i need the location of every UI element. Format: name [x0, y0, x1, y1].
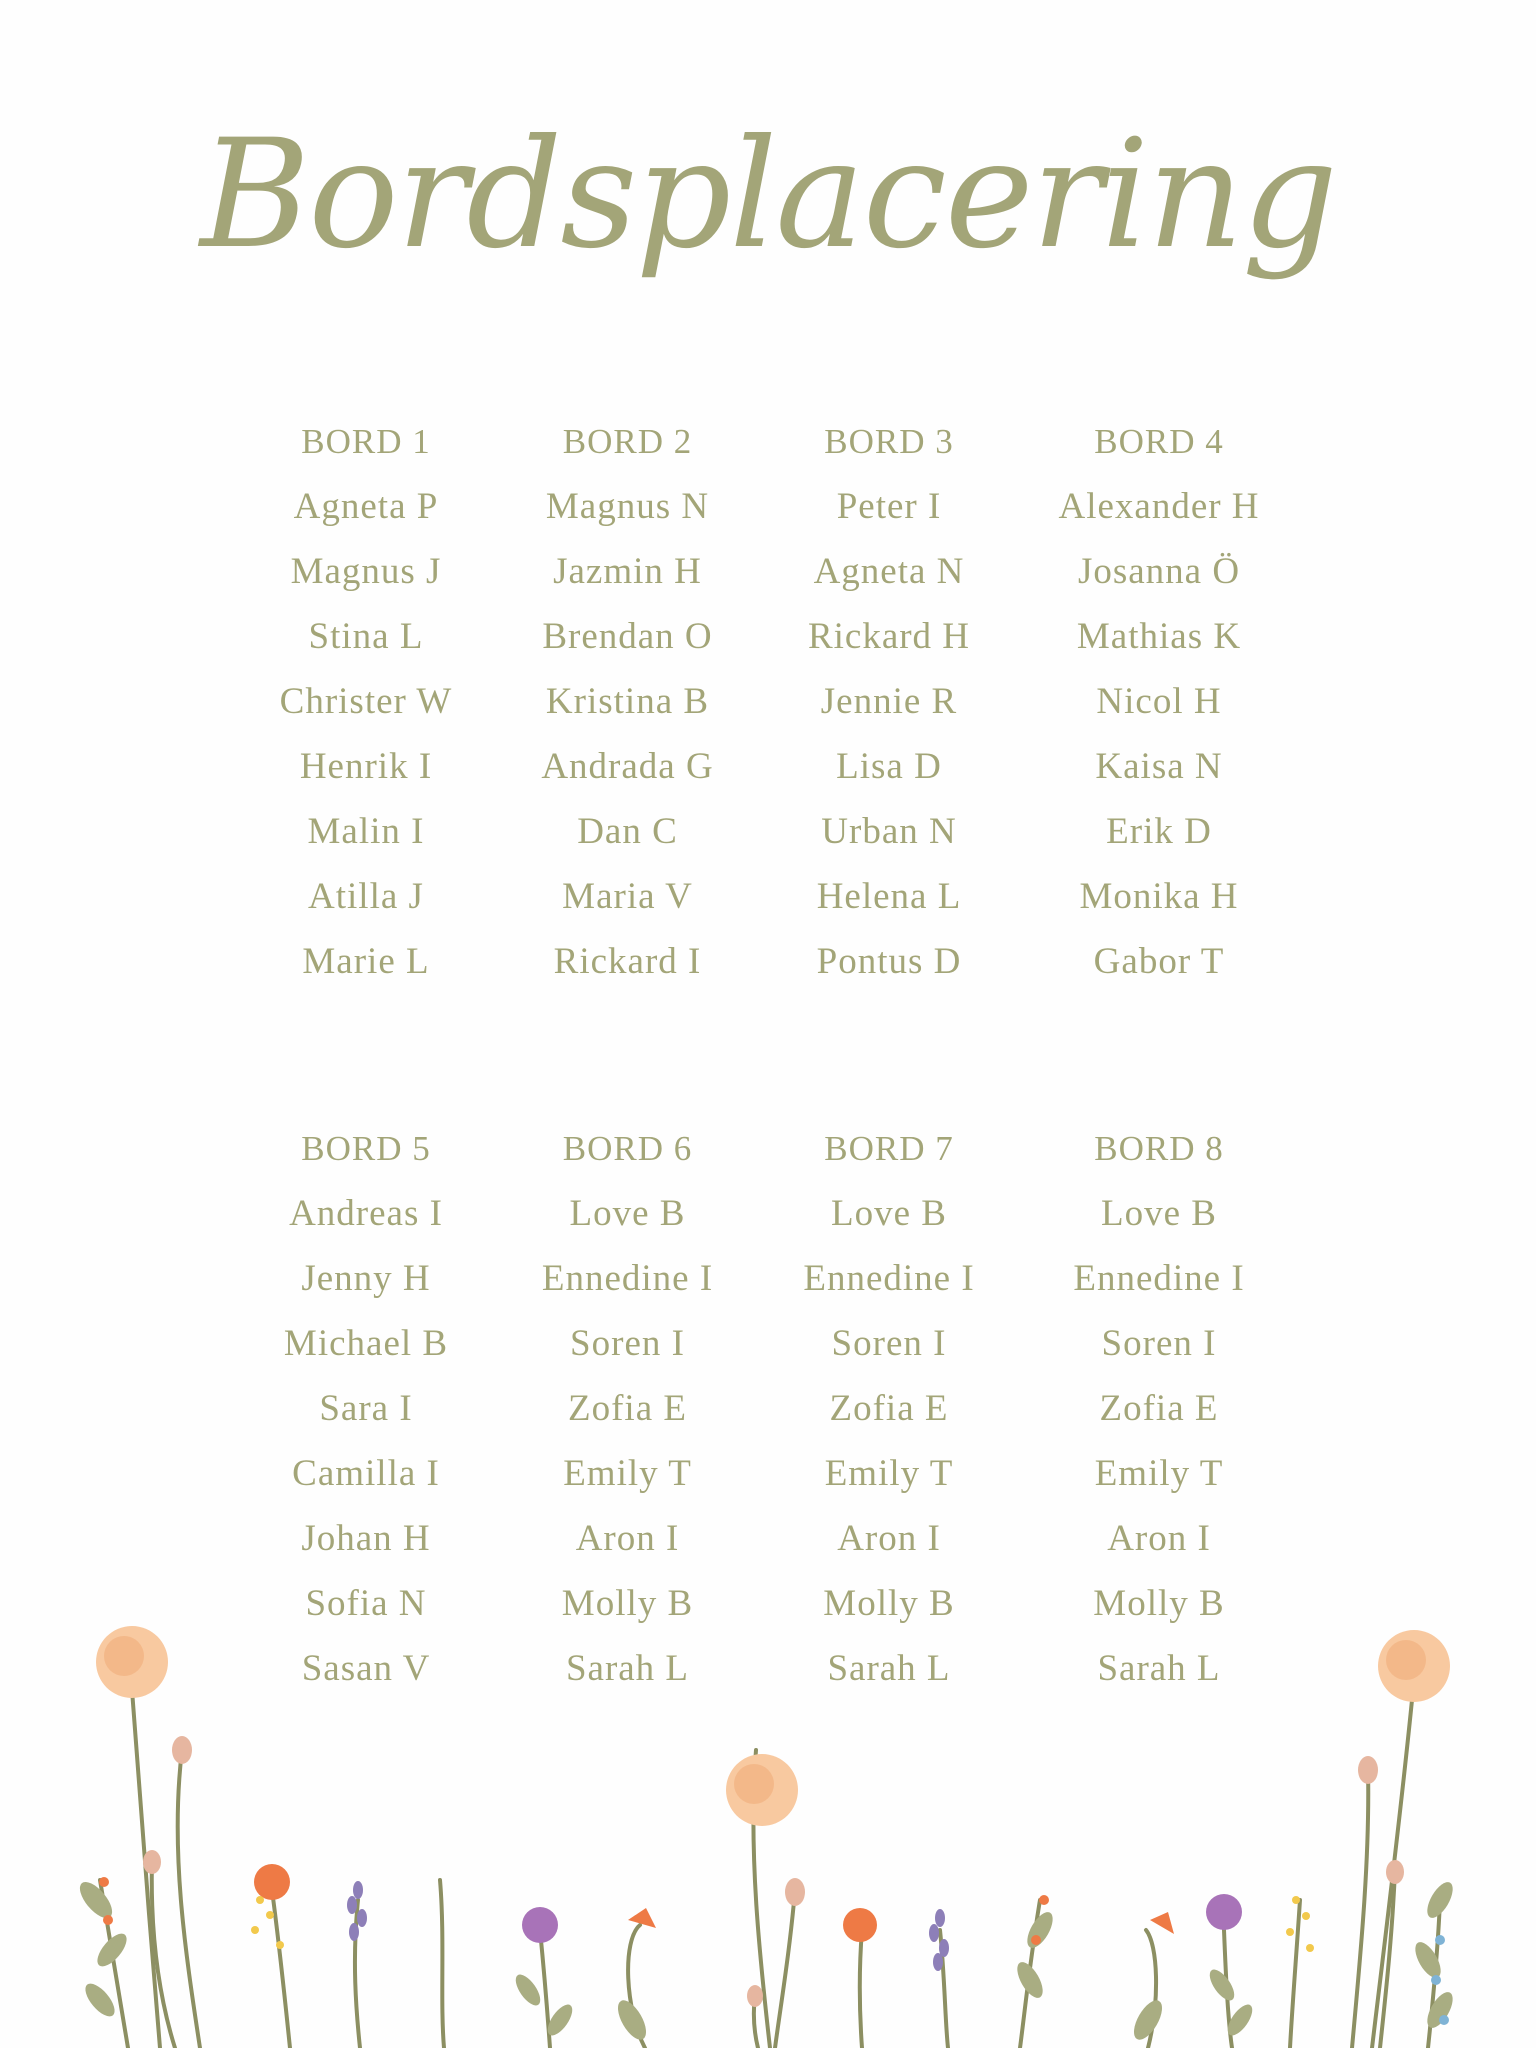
guest-name: Ennedine I — [541, 1258, 714, 1299]
table-heading: BORD 2 — [562, 422, 693, 461]
guest-name: Soren I — [570, 1323, 685, 1364]
guest-name: Sofia N — [305, 1583, 427, 1624]
guest-name: Henrik I — [299, 746, 433, 787]
table-heading: BORD 1 — [301, 422, 431, 461]
guest-name: Sarah L — [1097, 1648, 1221, 1689]
guest-name: Helena L — [816, 876, 962, 917]
guest-name: Lisa D — [836, 746, 942, 787]
guest-name: Zofia E — [568, 1388, 687, 1429]
guest-name: Jazmin H — [553, 551, 702, 592]
table-column — [1019, 418, 1299, 1002]
guest-name: Johan H — [301, 1518, 431, 1559]
guest-name: Sarah L — [565, 1648, 690, 1689]
guest-name: Michael B — [283, 1323, 449, 1364]
guest-name: Love B — [569, 1193, 686, 1234]
guest-name: Aron I — [837, 1518, 941, 1559]
guest-name: Emily T — [563, 1453, 692, 1494]
guest-name: Andreas I — [289, 1193, 443, 1234]
table-heading: BORD 6 — [562, 1129, 693, 1168]
guest-name: Agneta P — [293, 486, 439, 527]
guest-name: Molly B — [561, 1583, 694, 1624]
guest-name: Ennedine I — [1073, 1258, 1245, 1299]
guest-name: Aron I — [1107, 1518, 1211, 1559]
guest-name: Pontus D — [816, 941, 962, 982]
guest-name: Magnus J — [290, 551, 442, 592]
guest-name: Erik D — [1106, 811, 1212, 852]
guest-name: Kristina B — [545, 681, 710, 722]
guest-name: Molly B — [823, 1583, 955, 1624]
guest-name: Kaisa N — [1095, 746, 1223, 787]
guest-name: Soren I — [1101, 1323, 1217, 1364]
guest-name: Alexander H — [1058, 486, 1260, 527]
guest-name: Soren I — [831, 1323, 947, 1364]
guest-name: Love B — [1101, 1193, 1217, 1234]
guest-name: Josanna Ö — [1077, 551, 1241, 592]
guest-name: Emily T — [1094, 1453, 1224, 1494]
guest-name: Rickard I — [553, 941, 702, 982]
table-heading: BORD 3 — [824, 422, 954, 461]
guest-name: Agneta N — [813, 551, 965, 592]
guest-name: Nicol H — [1096, 681, 1222, 722]
guest-name: Dan C — [577, 811, 678, 852]
tables-row-1 — [236, 418, 1300, 1002]
guest-name: Rickard H — [807, 616, 971, 657]
table-column — [236, 418, 496, 1002]
guest-name: Emily T — [824, 1453, 954, 1494]
guest-name: Sarah L — [827, 1648, 951, 1689]
guest-name: Peter I — [836, 486, 942, 527]
table-heading: BORD 4 — [1094, 422, 1224, 461]
guest-name: Jennie R — [820, 681, 958, 722]
guest-name: Ennedine I — [803, 1258, 975, 1299]
wildflower-border-illustration — [0, 1600, 1536, 2048]
guest-name: Andrada G — [541, 746, 714, 787]
table-column — [496, 418, 759, 1002]
page-title: Bordsplacering — [200, 108, 1336, 282]
guest-name: Maria V — [562, 876, 693, 917]
guest-name: Zofia E — [829, 1388, 949, 1429]
guest-name: Love B — [831, 1193, 947, 1234]
guest-name: Mathias K — [1076, 616, 1242, 657]
guest-name: Christer W — [279, 681, 453, 722]
guest-name: Sasan V — [301, 1648, 431, 1689]
guest-name: Aron I — [575, 1518, 680, 1559]
guest-name: Camilla I — [292, 1453, 440, 1494]
table-heading: BORD 8 — [1094, 1129, 1224, 1168]
guest-name: Monika H — [1079, 876, 1239, 917]
guest-name: Urban N — [821, 811, 957, 852]
guest-name: Stina L — [308, 616, 424, 657]
guest-name: Zofia E — [1099, 1388, 1219, 1429]
table-heading: BORD 5 — [301, 1129, 431, 1168]
guest-name: Sara I — [319, 1388, 413, 1429]
guest-name: Marie L — [302, 941, 430, 982]
guest-name: Gabor T — [1093, 941, 1225, 982]
guest-name: Jenny H — [301, 1258, 431, 1299]
guest-name: Malin I — [307, 811, 425, 852]
guest-name: Brendan O — [542, 616, 713, 657]
guest-name: Molly B — [1093, 1583, 1225, 1624]
table-column — [759, 418, 1019, 1002]
guest-name: Magnus N — [545, 486, 710, 527]
table-heading: BORD 7 — [824, 1129, 954, 1168]
guest-name: Atilla J — [308, 876, 424, 917]
